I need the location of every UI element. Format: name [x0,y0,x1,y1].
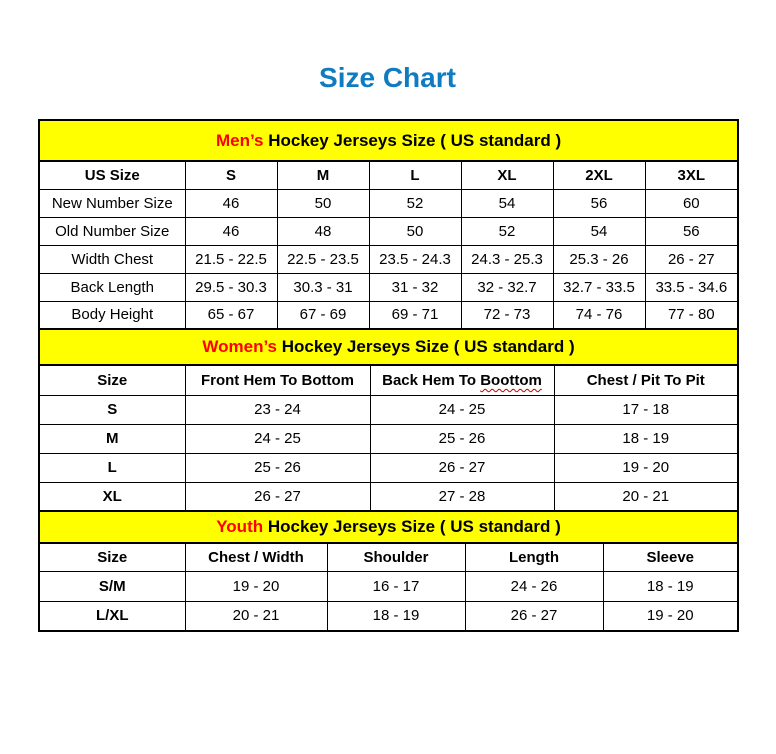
header-cell: Size [39,543,185,571]
data-cell: 25.3 - 26 [553,245,645,273]
data-cell: 26 - 27 [645,245,738,273]
tables-container [38,119,737,632]
data-cell: 46 [185,189,277,217]
header-cell: 3XL [645,161,738,189]
data-cell: 21.5 - 22.5 [185,245,277,273]
data-cell: 25 - 26 [370,424,554,453]
mens-column-header-row [39,161,738,189]
data-cell: 18 - 19 [554,424,738,453]
row-label-cell: M [39,424,185,453]
header-cell: Size [39,365,185,395]
data-cell: 32.7 - 33.5 [553,273,645,301]
row-label-cell: Old Number Size [39,217,185,245]
data-cell: 30.3 - 31 [277,273,369,301]
row-label-cell: Width Chest [39,245,185,273]
data-cell: 48 [277,217,369,245]
data-cell: 17 - 18 [554,395,738,424]
table-row [39,217,738,245]
youth-column-header-row [39,543,738,571]
mens-section-title [39,120,738,161]
header-cell [370,365,554,395]
header-cell: Sleeve [603,543,738,571]
size-chart-page [0,62,776,754]
data-cell: 50 [369,217,461,245]
page-title: Size Chart [319,62,456,93]
womens-section-header [39,329,738,365]
header-cell: Front Hem To Bottom [185,365,370,395]
table-row [39,571,738,601]
data-cell: 50 [277,189,369,217]
row-label-cell: New Number Size [39,189,185,217]
data-cell: 56 [645,217,738,245]
header-cell: M [277,161,369,189]
header-cell: 2XL [553,161,645,189]
table-row [39,424,738,453]
data-cell: 56 [553,189,645,217]
table-row [39,273,738,301]
data-cell: 23 - 24 [185,395,370,424]
data-cell: 46 [185,217,277,245]
youth-section-rest: Hockey Jerseys Size ( US standard ) [263,517,561,536]
table-row [39,482,738,511]
womens-section-rest: Hockey Jerseys Size ( US standard ) [277,337,575,356]
data-cell: 52 [461,217,553,245]
mens-section-prefix: Men’s [215,130,264,150]
row-label-cell: XL [39,482,185,511]
youth-section-prefix: Youth [216,517,264,536]
data-cell: 33.5 - 34.6 [645,273,738,301]
data-cell: 69 - 71 [369,301,461,329]
table-row [39,245,738,273]
womens-section-title [39,329,738,365]
mens-size-table [38,119,739,330]
row-label-cell: Back Length [39,273,185,301]
data-cell: 18 - 19 [327,601,465,631]
mens-section-header [39,120,738,161]
row-label-cell: Body Height [39,301,185,329]
data-cell: 32 - 32.7 [461,273,553,301]
data-cell: 16 - 17 [327,571,465,601]
header-cell: Shoulder [327,543,465,571]
data-cell: 24 - 25 [185,424,370,453]
data-cell: 19 - 20 [603,601,738,631]
header-cell: Chest / Pit To Pit [554,365,738,395]
data-cell: 72 - 73 [461,301,553,329]
header-cell: Length [465,543,603,571]
youth-size-table [38,510,739,632]
header-cell-text: Back Hem To [382,371,481,389]
data-cell: 19 - 20 [554,453,738,482]
data-cell: 19 - 20 [185,571,327,601]
table-row [39,453,738,482]
womens-section-prefix: Women’s [202,337,277,356]
table-row [39,189,738,217]
data-cell: 74 - 76 [553,301,645,329]
data-cell: 65 - 67 [185,301,277,329]
header-cell: XL [461,161,553,189]
row-label-cell: L [39,453,185,482]
row-label-cell: S/M [39,571,185,601]
data-cell: 60 [645,189,738,217]
data-cell: 52 [369,189,461,217]
header-cell: S [185,161,277,189]
data-cell: 67 - 69 [277,301,369,329]
womens-size-table [38,328,739,512]
data-cell: 18 - 19 [603,571,738,601]
data-cell: 31 - 32 [369,273,461,301]
data-cell: 54 [553,217,645,245]
youth-section-title [39,511,738,543]
table-row [39,301,738,329]
data-cell: 20 - 21 [554,482,738,511]
misspelled-word: Boottom [480,371,542,389]
data-cell: 26 - 27 [370,453,554,482]
data-cell: 29.5 - 30.3 [185,273,277,301]
data-cell: 54 [461,189,553,217]
table-row [39,395,738,424]
data-cell: 27 - 28 [370,482,554,511]
data-cell: 23.5 - 24.3 [369,245,461,273]
data-cell: 25 - 26 [185,453,370,482]
header-cell: L [369,161,461,189]
data-cell: 20 - 21 [185,601,327,631]
data-cell: 22.5 - 23.5 [277,245,369,273]
youth-section-header [39,511,738,543]
data-cell: 24 - 26 [465,571,603,601]
data-cell: 24 - 25 [370,395,554,424]
row-label-cell: L/XL [39,601,185,631]
header-cell: Chest / Width [185,543,327,571]
data-cell: 77 - 80 [645,301,738,329]
data-cell: 24.3 - 25.3 [461,245,553,273]
row-label-cell: S [39,395,185,424]
womens-column-header-row [39,365,738,395]
header-cell: US Size [39,161,185,189]
data-cell: 26 - 27 [185,482,370,511]
mens-section-rest: Hockey Jerseys Size ( US standard ) [263,130,562,150]
data-cell: 26 - 27 [465,601,603,631]
table-row [39,601,738,631]
